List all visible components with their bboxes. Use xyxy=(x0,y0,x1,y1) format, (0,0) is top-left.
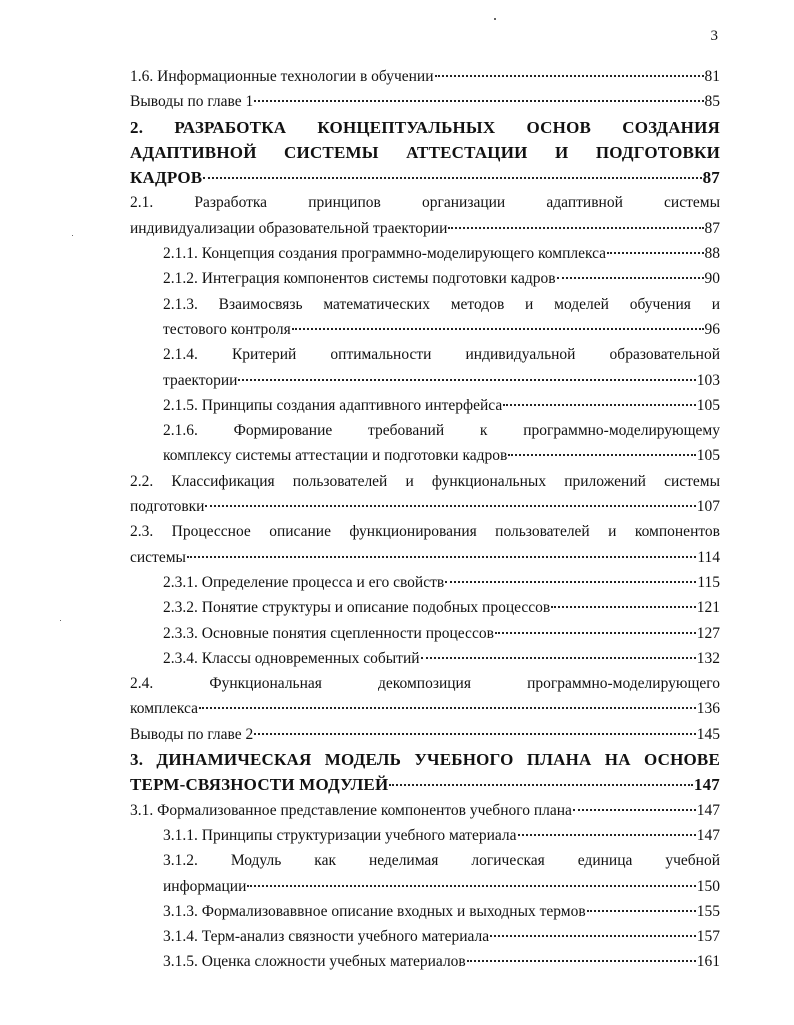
toc-entry-page: 157 xyxy=(696,928,720,946)
toc-entry xyxy=(130,848,720,899)
toc-entry-title: 2.3.3. Основные понятия сцепленности процессов xyxy=(163,624,494,642)
toc-entry xyxy=(130,899,720,924)
dot-leader xyxy=(607,252,703,254)
dot-leader xyxy=(238,379,695,381)
toc-entry-page: 105 xyxy=(696,396,720,414)
toc-entry-page: 90 xyxy=(704,270,720,288)
toc-entry-leader-line xyxy=(163,874,720,899)
dot-leader xyxy=(205,505,695,507)
toc-entry-title-line: АДАПТИВНОЙ СИСТЕМЫ АТТЕСТАЦИИ И ПОДГОТОВКИ xyxy=(130,142,720,162)
toc-entry xyxy=(130,747,720,798)
toc-entry-title-line: 3.1.2. Модуль как неделимая логическая единица учебной xyxy=(163,852,720,870)
dot-leader xyxy=(199,707,696,709)
toc-entry xyxy=(130,190,720,241)
toc-entry-page: 105 xyxy=(696,447,720,465)
toc-entry-page: 85 xyxy=(704,93,720,111)
toc-entry-title: 2.3.4. Классы одновременных событий xyxy=(163,649,420,667)
toc-entry-title: Выводы по главе 2 xyxy=(130,725,254,743)
toc-entry-leader-line xyxy=(163,443,720,468)
toc-entry xyxy=(130,469,720,520)
toc-entry-leader-line xyxy=(163,570,720,595)
toc-entry-page: 115 xyxy=(697,573,720,591)
toc-entry-title-line: 3. ДИНАМИЧЕСКАЯ МОДЕЛЬ УЧЕБНОГО ПЛАНА НА ОСНОВЕ xyxy=(130,750,720,770)
dot-leader xyxy=(551,606,696,608)
toc-entry-leader-line xyxy=(163,899,720,924)
toc-entry-leader-line xyxy=(163,241,720,266)
toc-entry-leader-line xyxy=(130,89,720,114)
toc-entry-title: 1.6. Информационные технологии в обучении xyxy=(130,68,434,85)
toc-entry-title: 2.3.1. Определение процесса и его свойств xyxy=(163,573,445,591)
toc-entry-page: 121 xyxy=(696,599,720,617)
toc-entry-page: 145 xyxy=(696,725,720,743)
dot-leader xyxy=(587,910,696,912)
toc-entry-title: 3.1.1. Принципы структуризации учебного материала xyxy=(163,826,517,844)
toc-entry-title: 3.1.4. Терм-анализ связности учебного материала xyxy=(163,928,490,946)
toc-entry-title-line: 2.4. Функциональная декомпозиция программно-моделирующего xyxy=(130,675,720,693)
toc-entry xyxy=(130,722,720,747)
toc-entry-title: комплекса xyxy=(130,700,199,718)
dot-leader xyxy=(187,556,696,558)
toc-entry-title: системы xyxy=(130,548,186,566)
toc-entry xyxy=(130,241,720,266)
toc-entry-title: 2.1.1. Концепция создания программно-моделирующего комплекса xyxy=(163,245,607,263)
toc-entry-page: 87 xyxy=(702,168,720,188)
dot-leader xyxy=(518,834,696,836)
toc-entry xyxy=(130,570,720,595)
toc-entry xyxy=(130,595,720,620)
toc-entry xyxy=(130,621,720,646)
toc-entry-title-line: 2.1.3. Взаимосвязь математических методов и моделей обучения и xyxy=(163,295,720,313)
toc-entry-page: 150 xyxy=(696,877,720,895)
toc-entry-leader-line xyxy=(163,317,720,342)
toc-entry-title-line: 2.1.4. Критерий оптимальности индивидуальной образовательной xyxy=(163,346,720,364)
toc-entry-page: 136 xyxy=(696,700,720,718)
dot-leader xyxy=(292,328,704,330)
toc-entry-title: комплексу системы аттестации и подготовки кадров xyxy=(163,447,508,465)
toc-entry-page: 147 xyxy=(696,801,720,819)
toc-entry xyxy=(130,519,720,570)
toc-entry-title-line: 2.2. Классификация пользователей и функциональных приложений системы xyxy=(130,472,720,490)
dot-leader xyxy=(490,935,696,937)
scan-speck xyxy=(60,620,61,621)
toc-entry-title-line: 2.1.6. Формирование требований к программно-моделирующему xyxy=(163,422,720,440)
toc-entry-page: 103 xyxy=(696,371,720,389)
toc-entry-title: индивидуализации образовательной траектории xyxy=(130,219,448,237)
toc-entry-page: 147 xyxy=(696,826,720,844)
dot-leader xyxy=(495,632,696,634)
toc-entry xyxy=(130,949,720,974)
toc-entry-title: информации xyxy=(163,877,247,895)
toc-entry-title: 3.1.3. Формализоваввное описание входных и выходных термов xyxy=(163,902,586,920)
toc-entry-title: 3.1. Формализованное представление компонентов учебного плана xyxy=(130,801,572,819)
scan-speck xyxy=(72,235,73,236)
toc-entry-leader-line xyxy=(130,722,720,747)
toc-entry-page: 114 xyxy=(697,548,720,566)
toc-entry-page: 107 xyxy=(696,498,720,516)
toc-entry xyxy=(130,671,720,722)
toc-entry xyxy=(130,342,720,393)
toc-entry-title: 2.1.2. Интеграция компонентов системы подготовки кадров xyxy=(163,270,556,288)
dot-leader xyxy=(508,454,695,456)
toc-entry-title-line: 2. РАЗРАБОТКА КОНЦЕПТУАЛЬНЫХ ОСНОВ СОЗДАНИЯ xyxy=(130,117,720,137)
toc-entry xyxy=(130,924,720,949)
toc-entry-page: 87 xyxy=(704,219,720,237)
toc-entry-title-line: 2.3. Процессное описание функционирования пользователей и компонентов xyxy=(130,523,720,541)
toc-entry-leader-line xyxy=(130,165,720,190)
toc-entry-page: 96 xyxy=(704,320,720,338)
dot-leader xyxy=(389,784,692,786)
dot-leader xyxy=(503,404,696,406)
dot-leader xyxy=(254,100,703,102)
scan-speck xyxy=(494,18,496,20)
toc-entry xyxy=(130,646,720,671)
toc-entry-leader-line xyxy=(163,368,720,393)
toc-entry-title: Выводы по главе 1 xyxy=(130,93,254,111)
toc-entry xyxy=(130,798,720,823)
table-of-contents xyxy=(130,64,720,975)
toc-entry xyxy=(130,393,720,418)
dot-leader xyxy=(435,75,704,77)
toc-entry-leader-line xyxy=(163,621,720,646)
toc-entry xyxy=(130,292,720,343)
toc-entry-title: 3.1.5. Оценка сложности учебных материалов xyxy=(163,953,466,971)
toc-entry-leader-line xyxy=(130,798,720,823)
dot-leader xyxy=(247,885,695,887)
page-number: 3 xyxy=(710,28,718,44)
toc-entry xyxy=(130,64,720,89)
toc-entry xyxy=(130,418,720,469)
toc-entry-title: 2.3.2. Понятие структуры и описание подобных процессов xyxy=(163,599,551,617)
toc-entry-leader-line xyxy=(130,216,720,241)
toc-entry-leader-line xyxy=(163,823,720,848)
toc-entry-title: траектории xyxy=(163,371,238,389)
toc-entry-page: 132 xyxy=(696,649,720,667)
toc-entry-page: 161 xyxy=(696,953,720,971)
toc-entry-title-line: 2.1. Разработка принципов организации адаптивной системы xyxy=(130,194,720,212)
toc-entry-title: тестового контроля xyxy=(163,320,291,338)
toc-entry-leader-line xyxy=(130,494,720,519)
toc-entry xyxy=(130,823,720,848)
toc-entry-leader-line xyxy=(163,595,720,620)
dot-leader xyxy=(203,177,701,179)
dot-leader xyxy=(254,733,695,735)
toc-entry-leader-line xyxy=(163,266,720,291)
toc-entry-leader-line xyxy=(163,646,720,671)
toc-entry-title: подготовки xyxy=(130,498,205,516)
toc-entry-page: 127 xyxy=(696,624,720,642)
toc-entry-leader-line xyxy=(130,545,720,570)
toc-entry-page: 81 xyxy=(704,68,720,85)
toc-entry-page: 147 xyxy=(693,775,720,795)
dot-leader xyxy=(445,581,696,583)
toc-entry-title: 2.1.5. Принципы создания адаптивного интерфейса xyxy=(163,396,503,414)
toc-entry-page: 88 xyxy=(704,245,720,263)
dot-leader xyxy=(573,809,696,811)
toc-entry-leader-line xyxy=(163,924,720,949)
toc-entry xyxy=(130,89,720,114)
toc-entry-leader-line xyxy=(163,393,720,418)
dot-leader xyxy=(557,277,704,279)
dot-leader xyxy=(467,960,696,962)
toc-entry-page: 155 xyxy=(696,902,720,920)
toc-entry-title: КАДРОВ xyxy=(130,168,203,188)
toc-entry-leader-line xyxy=(130,696,720,721)
toc-entry-leader-line xyxy=(163,949,720,974)
toc-entry-title: ТЕРМ-СВЯЗНОСТИ МОДУЛЕЙ xyxy=(130,775,389,795)
toc-entry xyxy=(130,266,720,291)
toc-entry xyxy=(130,115,720,191)
dot-leader xyxy=(448,227,703,229)
toc-entry-leader-line xyxy=(130,772,720,797)
dot-leader xyxy=(421,657,696,659)
toc-entry-leader-line xyxy=(130,64,720,89)
